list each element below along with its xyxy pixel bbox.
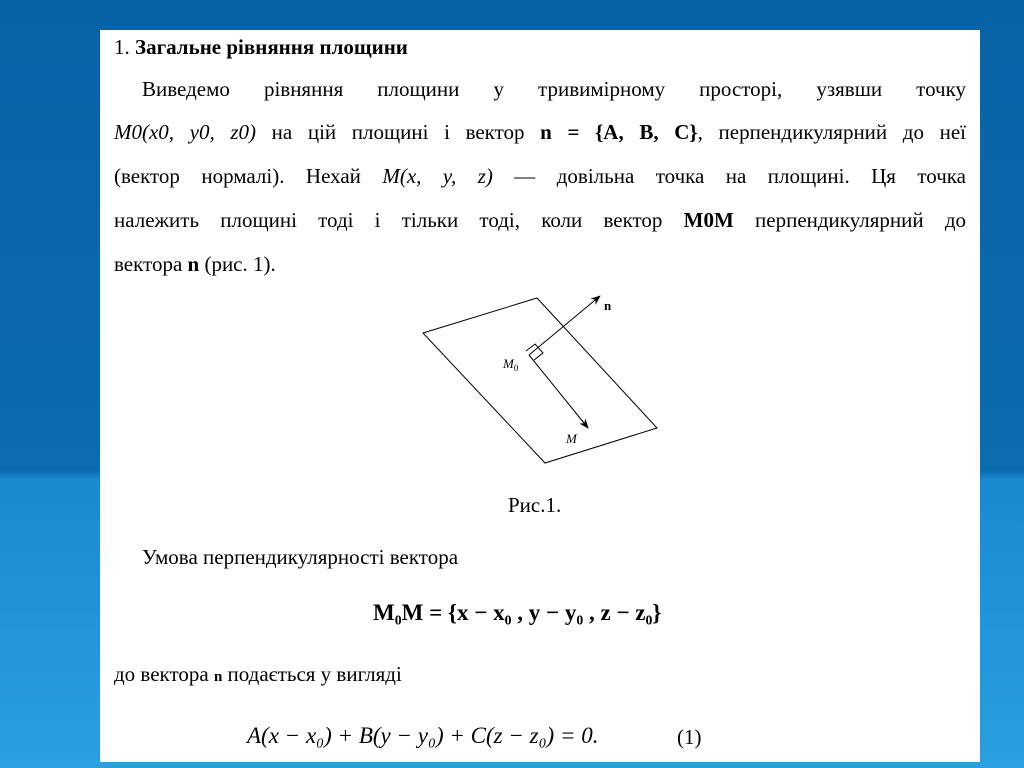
para3	[114, 662, 402, 687]
vector-n: n	[187, 252, 200, 276]
point-m: M(x, y, z)	[382, 164, 493, 188]
equation-number: (1)	[677, 725, 702, 749]
text: до вектора	[114, 662, 209, 686]
text: (вектор нормалі). Нехай	[114, 164, 361, 188]
vector-n-def: n = {A, B, C}	[540, 120, 698, 144]
para1-line1: Виведемо рівняння площини у тривимірному просторі, узявши точку	[142, 77, 966, 101]
text: (рис. 1).	[204, 252, 276, 276]
figure-caption: Рис.1.	[508, 493, 562, 517]
point-m0: M0(x0, y0, z0)	[114, 120, 257, 144]
text: вектора	[114, 252, 183, 276]
text: належить площині тоді і тільки тоді, коли вектор	[114, 208, 663, 232]
vector-m0m: M0M	[683, 208, 734, 232]
vector-n: n	[213, 669, 223, 685]
equation-main: A(x − x₀) + B(y − y₀) + C(z − z₀) = 0.	[247, 723, 599, 748]
text: — довільна точка на площині. Ця точка	[514, 164, 967, 188]
plane-shape	[423, 298, 657, 463]
text: подається у вигляді	[227, 662, 402, 686]
text: , перпендикулярний до неї	[697, 120, 966, 144]
para2: Умова перпендикулярності вектора	[142, 545, 459, 569]
m0m-arrow	[529, 355, 588, 428]
slide-content	[100, 30, 980, 762]
heading-title: Загальне рівняння площини	[135, 35, 408, 59]
text: на цій площині і вектор	[271, 120, 525, 144]
equation-vector: M₀M = {x − x₀ , y − y₀ , z − z₀}	[373, 600, 662, 625]
label-n: n	[604, 298, 612, 313]
heading-number: 1.	[114, 35, 130, 59]
right-angle-mark	[526, 344, 543, 360]
label-m: M	[566, 431, 577, 446]
label-m0: $M_0$	[503, 356, 519, 373]
normal-arrow	[529, 296, 600, 355]
text: перпендикулярний до	[755, 208, 967, 232]
figure-plane	[100, 30, 980, 762]
